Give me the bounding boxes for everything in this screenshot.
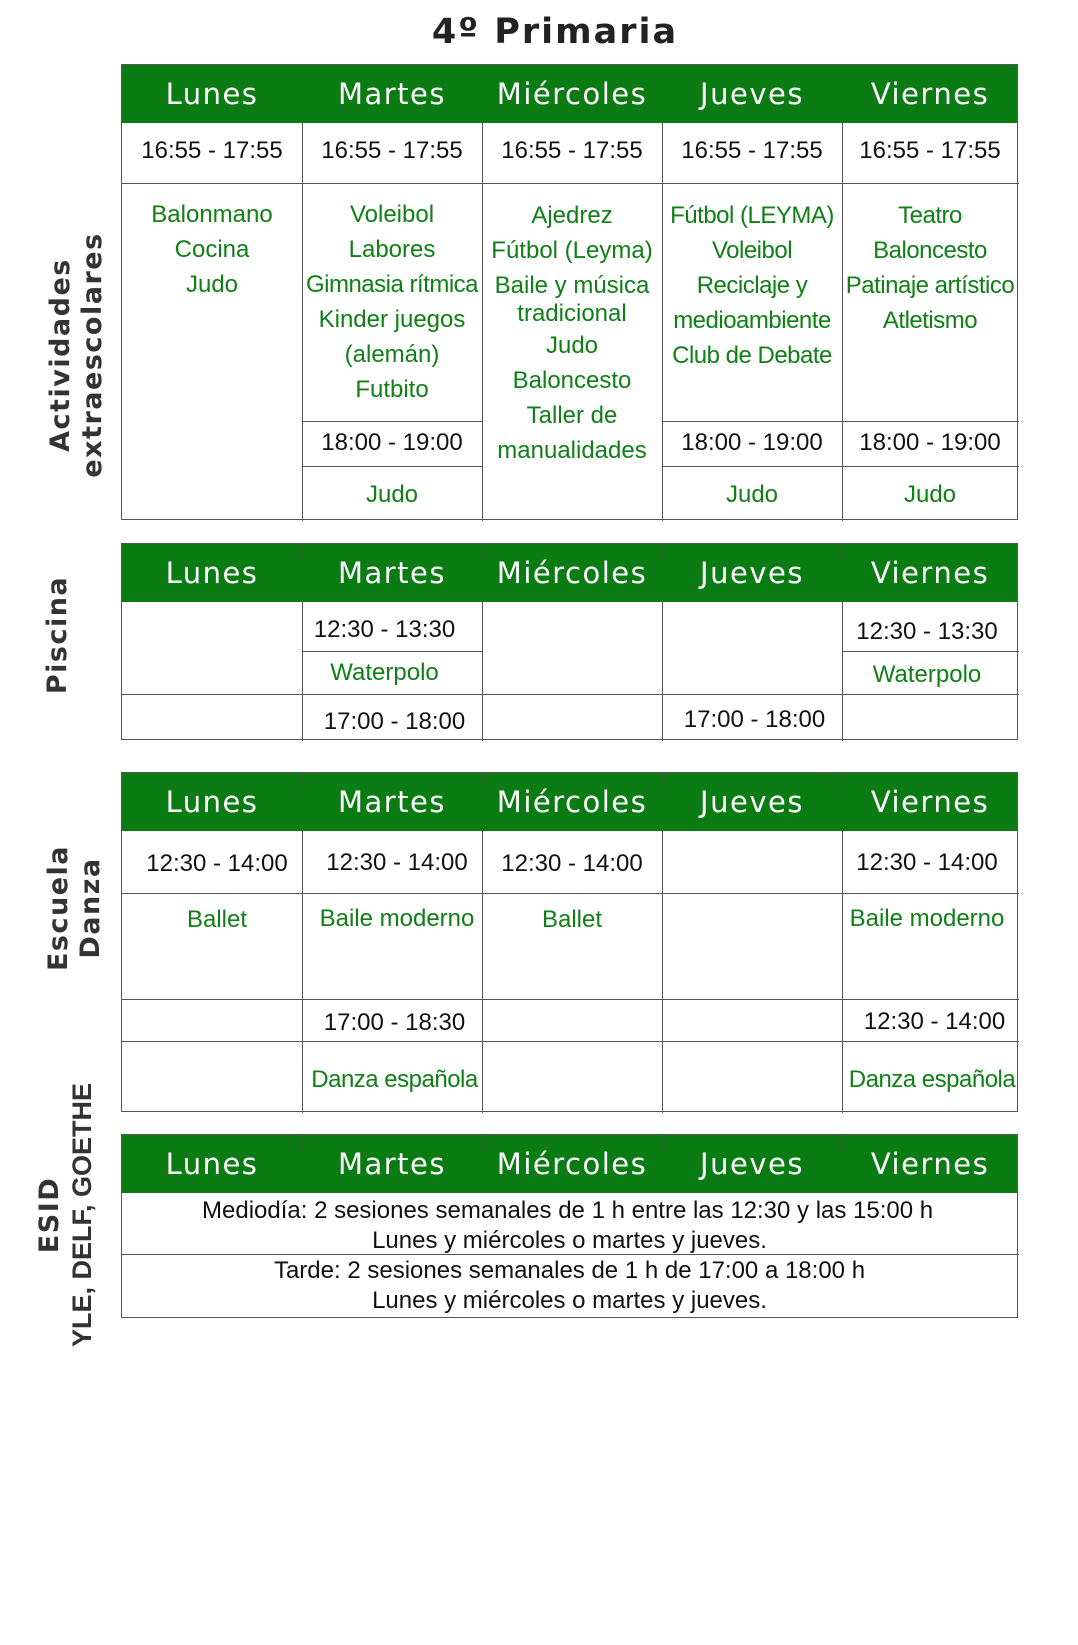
day-lunes: Lunes xyxy=(165,785,259,819)
page-title: 4º Primaria xyxy=(431,12,679,52)
esid-table xyxy=(121,1134,1018,1318)
day-viernes: Viernes xyxy=(870,1147,990,1181)
late-activity-martes: Judo xyxy=(365,481,419,508)
activity: Judo xyxy=(545,332,599,359)
day-viernes: Viernes xyxy=(870,556,990,590)
activity: tradicional xyxy=(517,300,627,327)
time-jueves: 16:55 - 17:55 xyxy=(681,137,823,164)
day-viernes: Viernes xyxy=(870,77,990,111)
activity: manualidades xyxy=(497,437,647,464)
activity: Baloncesto xyxy=(512,367,632,394)
label-line: Escuela xyxy=(43,844,74,972)
danza-time-lunes: 12:30 - 14:00 xyxy=(146,850,288,877)
danza-class-martes: Baile moderno xyxy=(319,905,475,932)
danza-late-time-martes: 17:00 - 18:30 xyxy=(323,1009,466,1036)
day-header xyxy=(122,65,1017,123)
time-viernes: 16:55 - 17:55 xyxy=(859,137,1001,164)
activities-viernes xyxy=(842,198,1018,338)
day-jueves: Jueves xyxy=(700,785,804,819)
day-jueves: Jueves xyxy=(700,77,804,111)
activities-martes xyxy=(302,197,482,407)
danza-class-miercoles: Ballet xyxy=(541,906,603,933)
activity: Voleibol xyxy=(349,201,435,228)
activity: Ajedrez xyxy=(531,202,613,229)
label-line: ESID xyxy=(34,1176,65,1254)
danza-late-class-martes: Danza española xyxy=(311,1066,478,1093)
day-miercoles: Miércoles xyxy=(496,785,648,819)
late-time-viernes: 18:00 - 19:00 xyxy=(859,429,1001,456)
esid-mediodia-line2: Lunes y miércoles o martes y jueves. xyxy=(372,1227,767,1254)
day-martes: Martes xyxy=(337,785,447,819)
activity: Baloncesto xyxy=(873,237,987,264)
actividades-table xyxy=(121,64,1018,520)
activities-lunes xyxy=(122,197,302,302)
danza-late-class-viernes: Danza española xyxy=(848,1066,1016,1093)
activity: Cocina xyxy=(174,236,250,263)
activity: Baile y música xyxy=(494,272,650,299)
time-martes: 16:55 - 17:55 xyxy=(321,137,463,164)
day-lunes: Lunes xyxy=(165,77,259,111)
piscina-time-martes: 12:30 - 13:30 xyxy=(313,616,456,643)
day-header xyxy=(122,773,1017,831)
day-header xyxy=(122,1135,1017,1193)
day-martes: Martes xyxy=(337,77,447,111)
activity: Taller de xyxy=(526,402,618,429)
activity: Fútbol (Leyma) xyxy=(491,237,653,264)
label-line: Piscina xyxy=(42,575,73,695)
day-miercoles: Miércoles xyxy=(496,77,648,111)
label-line: Danza xyxy=(75,857,106,959)
activities-miercoles xyxy=(482,198,662,468)
danza-class-lunes: Ballet xyxy=(186,906,248,933)
activity: Fútbol (LEYMA) xyxy=(670,202,834,229)
time-lunes: 16:55 - 17:55 xyxy=(141,137,283,164)
esid-tarde-line2: Lunes y miércoles o martes y jueves. xyxy=(372,1287,767,1314)
piscina-late-jueves: 17:00 - 18:00 xyxy=(683,706,826,733)
piscina-table xyxy=(121,543,1018,740)
piscina-late-martes: 17:00 - 18:00 xyxy=(323,708,466,735)
day-miercoles: Miércoles xyxy=(496,556,648,590)
late-activity-jueves: Judo xyxy=(725,481,779,508)
activity: Teatro xyxy=(898,202,962,229)
label-line: YLE, DELF, GOETHE xyxy=(67,1082,97,1348)
label-actividades xyxy=(45,232,109,477)
activity: Voleibol xyxy=(711,237,793,264)
esid-mediodia-line1: Mediodía: 2 sesiones semanales de 1 h entre las 12:30 y las 15:00 h xyxy=(202,1197,934,1224)
danza-time-martes: 12:30 - 14:00 xyxy=(326,849,468,876)
activity: Balonmano xyxy=(151,201,273,228)
late-time-martes: 18:00 - 19:00 xyxy=(321,429,463,456)
danza-time-miercoles: 12:30 - 14:00 xyxy=(501,850,643,877)
piscina-activity-viernes: Waterpolo xyxy=(872,661,982,688)
label-esid xyxy=(34,1083,98,1347)
activity: Gimnasia rítmica xyxy=(305,271,479,298)
late-time-jueves: 18:00 - 19:00 xyxy=(681,429,823,456)
label-piscina xyxy=(42,576,74,694)
activities-jueves xyxy=(662,198,842,373)
day-martes: Martes xyxy=(337,1147,447,1181)
day-lunes: Lunes xyxy=(165,556,259,590)
activity: (alemán) xyxy=(344,341,440,368)
late-activity-viernes: Judo xyxy=(903,481,957,508)
activity: Patinaje artístico xyxy=(845,272,1015,299)
time-miercoles: 16:55 - 17:55 xyxy=(501,137,643,164)
day-jueves: Jueves xyxy=(700,556,804,590)
day-martes: Martes xyxy=(337,556,447,590)
piscina-activity-martes: Waterpolo xyxy=(330,659,439,686)
activity: Kinder juegos xyxy=(318,306,466,333)
danza-late-time-viernes: 12:30 - 14:00 xyxy=(863,1008,1006,1035)
danza-table xyxy=(121,772,1018,1112)
piscina-time-viernes: 12:30 - 13:30 xyxy=(856,618,998,645)
danza-class-viernes: Baile moderno xyxy=(849,905,1005,932)
day-header xyxy=(122,544,1017,602)
label-line: Actividades xyxy=(45,258,76,452)
day-lunes: Lunes xyxy=(165,1147,259,1181)
day-viernes: Viernes xyxy=(870,785,990,819)
activity: Labores xyxy=(348,236,436,263)
label-line: extraescolares xyxy=(77,232,108,478)
activity: Reciclaje y xyxy=(696,272,808,299)
activity: Judo xyxy=(185,271,239,298)
activity: Club de Debate xyxy=(672,342,832,369)
day-miercoles: Miércoles xyxy=(496,1147,648,1181)
danza-time-viernes: 12:30 - 14:00 xyxy=(856,849,998,876)
label-danza xyxy=(43,845,107,971)
activity: medioambiente xyxy=(673,307,831,334)
activity: Atletismo xyxy=(882,307,978,334)
esid-tarde-line1: Tarde: 2 sesiones semanales de 1 h de 17:00 a 18:00 h xyxy=(273,1257,866,1284)
activity: Futbito xyxy=(355,376,429,403)
day-jueves: Jueves xyxy=(700,1147,804,1181)
